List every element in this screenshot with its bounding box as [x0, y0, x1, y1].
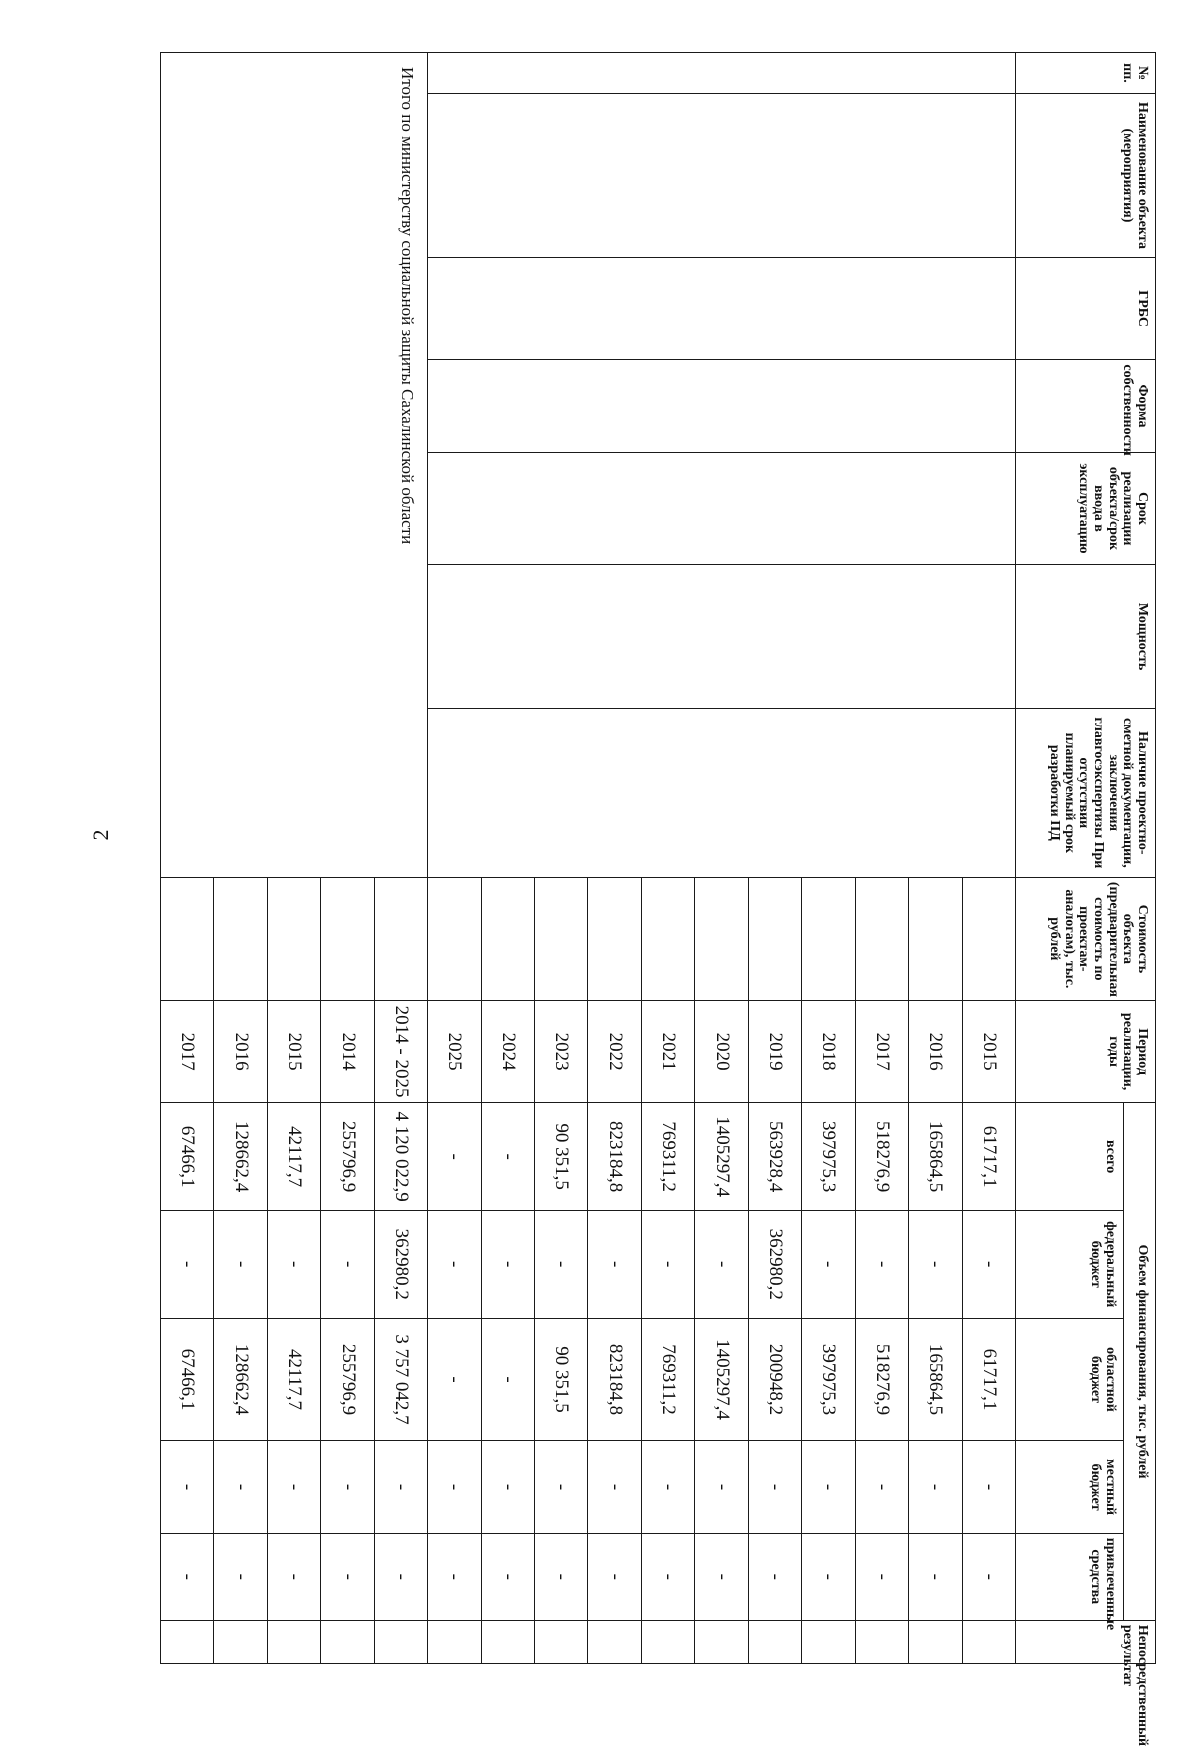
cell-attracted: - [267, 1533, 320, 1620]
header-capacity: Мощность [1016, 565, 1156, 708]
cell-result [321, 1620, 374, 1663]
cell-year: 2018 [802, 1000, 855, 1102]
cell-total: 4 120 022,9 [374, 1103, 427, 1211]
header-local: местный бюджет [1016, 1441, 1124, 1533]
rotated-table-container [160, 52, 1156, 1746]
cell-total: 165864,5 [909, 1103, 962, 1211]
cell-total: 563928,4 [748, 1103, 801, 1211]
cell-total: 67466,1 [161, 1103, 214, 1211]
cell-regional: 200948,2 [748, 1318, 801, 1441]
cell-regional: 823184,8 [588, 1318, 641, 1441]
cell-cost [588, 877, 641, 1000]
cell-federal: - [267, 1210, 320, 1318]
cell-regional: 518276,9 [855, 1318, 908, 1441]
header-ownership: Форма собственности [1016, 360, 1156, 452]
cell-local: - [641, 1441, 694, 1533]
cell-total: - [428, 1103, 481, 1211]
cell-cost [214, 877, 267, 1000]
cell-federal: - [855, 1210, 908, 1318]
cell-cost [535, 877, 588, 1000]
cell-cost [855, 877, 908, 1000]
cell-federal: - [428, 1210, 481, 1318]
cell-attracted: - [802, 1533, 855, 1620]
header-result: Непосредственный результат [1016, 1620, 1156, 1663]
financing-table [160, 52, 1156, 1746]
cell-attracted: - [321, 1533, 374, 1620]
cell-year: 2023 [535, 1000, 588, 1102]
header-name: Наименование объекта (мероприятия) [1016, 93, 1156, 257]
header-period: Период реализации, годы [1016, 1000, 1156, 1102]
cell-term [428, 452, 1016, 565]
cell-regional: 42117,7 [267, 1318, 320, 1441]
cell-total: - [481, 1103, 534, 1211]
cell-attracted: - [535, 1533, 588, 1620]
header-cost: Стоимость объекта (предварительная стоимость по проектам-аналогам), тыс. рублей [1016, 877, 1156, 1000]
cell-local: - [802, 1441, 855, 1533]
cell-total: 518276,9 [855, 1103, 908, 1211]
header-no: № пп. [1016, 53, 1156, 94]
cell-local: - [535, 1441, 588, 1533]
cell-federal: - [909, 1210, 962, 1318]
cell-cost [962, 877, 1015, 1000]
cell-year: 2017 [855, 1000, 908, 1102]
cell-attracted: - [374, 1533, 427, 1620]
cell-result [695, 1620, 748, 1663]
cell-total: 42117,7 [267, 1103, 320, 1211]
cell-federal: - [641, 1210, 694, 1318]
cell-local: - [909, 1441, 962, 1533]
cell-result [161, 1620, 214, 1663]
cell-federal: - [481, 1210, 534, 1318]
cell-attracted: - [748, 1533, 801, 1620]
cell-regional: 67466,1 [161, 1318, 214, 1441]
cell-cost [321, 877, 374, 1000]
cell-regional: 61717,1 [962, 1318, 1015, 1441]
table-row [962, 53, 1015, 1664]
cell-result [374, 1620, 427, 1663]
cell-federal: - [588, 1210, 641, 1318]
total-row [374, 53, 427, 1664]
cell-year: 2020 [695, 1000, 748, 1102]
cell-regional: 769311,2 [641, 1318, 694, 1441]
header-term: Срок реализации объекта/срок ввода в эксплуатацию [1016, 452, 1156, 565]
cell-design-docs [428, 708, 1016, 877]
cell-result [267, 1620, 320, 1663]
cell-name [428, 93, 1016, 257]
header-federal: федеральный бюджет [1016, 1210, 1124, 1318]
cell-attracted: - [214, 1533, 267, 1620]
cell-regional: 255796,9 [321, 1318, 374, 1441]
cell-total: 1405297,4 [695, 1103, 748, 1211]
cell-total: 61717,1 [962, 1103, 1015, 1211]
cell-attracted: - [962, 1533, 1015, 1620]
cell-result [535, 1620, 588, 1663]
cell-year: 2014 - 2025 [374, 1000, 427, 1102]
cell-year: 2015 [962, 1000, 1015, 1102]
cell-local: - [962, 1441, 1015, 1533]
cell-attracted: - [909, 1533, 962, 1620]
header-regional: областной бюджет [1016, 1318, 1124, 1441]
cell-local: - [161, 1441, 214, 1533]
header-attracted: привлеченные средства [1016, 1533, 1124, 1620]
cell-year: 2025 [428, 1000, 481, 1102]
cell-local: - [428, 1441, 481, 1533]
cell-result [962, 1620, 1015, 1663]
cell-total: 90 351,5 [535, 1103, 588, 1211]
page-number: 2 [88, 829, 113, 841]
cell-no [428, 53, 1016, 94]
cell-year: 2024 [481, 1000, 534, 1102]
cell-cost [802, 877, 855, 1000]
cell-result [588, 1620, 641, 1663]
cell-local: - [214, 1441, 267, 1533]
cell-regional: 165864,5 [909, 1318, 962, 1441]
cell-federal: - [962, 1210, 1015, 1318]
cell-total: 128662,4 [214, 1103, 267, 1211]
cell-federal: - [802, 1210, 855, 1318]
cell-year: 2022 [588, 1000, 641, 1102]
cell-local: - [748, 1441, 801, 1533]
cell-regional: 3 757 042,7 [374, 1318, 427, 1441]
header-grbs: ГРБС [1016, 257, 1156, 359]
cell-cost [374, 877, 427, 1000]
cell-regional: 397975,3 [802, 1318, 855, 1441]
cell-regional: - [428, 1318, 481, 1441]
cell-year: 2021 [641, 1000, 694, 1102]
cell-local: - [588, 1441, 641, 1533]
cell-result [428, 1620, 481, 1663]
cell-federal: - [161, 1210, 214, 1318]
cell-local: - [267, 1441, 320, 1533]
cell-cost [161, 877, 214, 1000]
cell-cost [748, 877, 801, 1000]
cell-ownership [428, 360, 1016, 452]
cell-capacity [428, 565, 1016, 708]
cell-local: - [695, 1441, 748, 1533]
cell-regional: - [481, 1318, 534, 1441]
cell-federal: - [321, 1210, 374, 1318]
cell-local: - [321, 1441, 374, 1533]
cell-cost [909, 877, 962, 1000]
cell-cost [481, 877, 534, 1000]
cell-year: 2015 [267, 1000, 320, 1102]
cell-total: 397975,3 [802, 1103, 855, 1211]
header-funding-group: Объем финансирования, тыс. рублей [1124, 1103, 1156, 1620]
cell-attracted: - [428, 1533, 481, 1620]
cell-federal: 362980,2 [374, 1210, 427, 1318]
cell-regional: 128662,4 [214, 1318, 267, 1441]
cell-year: 2014 [321, 1000, 374, 1102]
cell-regional: 90 351,5 [535, 1318, 588, 1441]
cell-federal: - [214, 1210, 267, 1318]
cell-year: 2019 [748, 1000, 801, 1102]
cell-result [641, 1620, 694, 1663]
cell-year: 2016 [909, 1000, 962, 1102]
header-design-docs: Наличие проектно-сметной документации, заключения главгосэкспертизы При отсутствии планируемый срок разработки ПД [1016, 708, 1156, 877]
cell-cost [267, 877, 320, 1000]
cell-federal: 362980,2 [748, 1210, 801, 1318]
cell-attracted: - [695, 1533, 748, 1620]
cell-result [855, 1620, 908, 1663]
header-total: всего [1016, 1103, 1124, 1211]
cell-attracted: - [855, 1533, 908, 1620]
cell-local: - [481, 1441, 534, 1533]
cell-cost [428, 877, 481, 1000]
cell-federal: - [695, 1210, 748, 1318]
cell-result [214, 1620, 267, 1663]
cell-attracted: - [588, 1533, 641, 1620]
cell-local: - [374, 1441, 427, 1533]
cell-local: - [855, 1441, 908, 1533]
total-label: Итого по министерству социальной защиты Сахалинской области [161, 53, 428, 878]
cell-cost [641, 877, 694, 1000]
cell-result [481, 1620, 534, 1663]
cell-grbs [428, 257, 1016, 359]
cell-year: 2016 [214, 1000, 267, 1102]
cell-total: 255796,9 [321, 1103, 374, 1211]
cell-attracted: - [481, 1533, 534, 1620]
cell-result [748, 1620, 801, 1663]
cell-attracted: - [641, 1533, 694, 1620]
cell-result [802, 1620, 855, 1663]
cell-total: 769311,2 [641, 1103, 694, 1211]
cell-cost [695, 877, 748, 1000]
cell-year: 2017 [161, 1000, 214, 1102]
cell-regional: 1405297,4 [695, 1318, 748, 1441]
cell-result [909, 1620, 962, 1663]
cell-attracted: - [161, 1533, 214, 1620]
cell-total: 823184,8 [588, 1103, 641, 1211]
cell-federal: - [535, 1210, 588, 1318]
